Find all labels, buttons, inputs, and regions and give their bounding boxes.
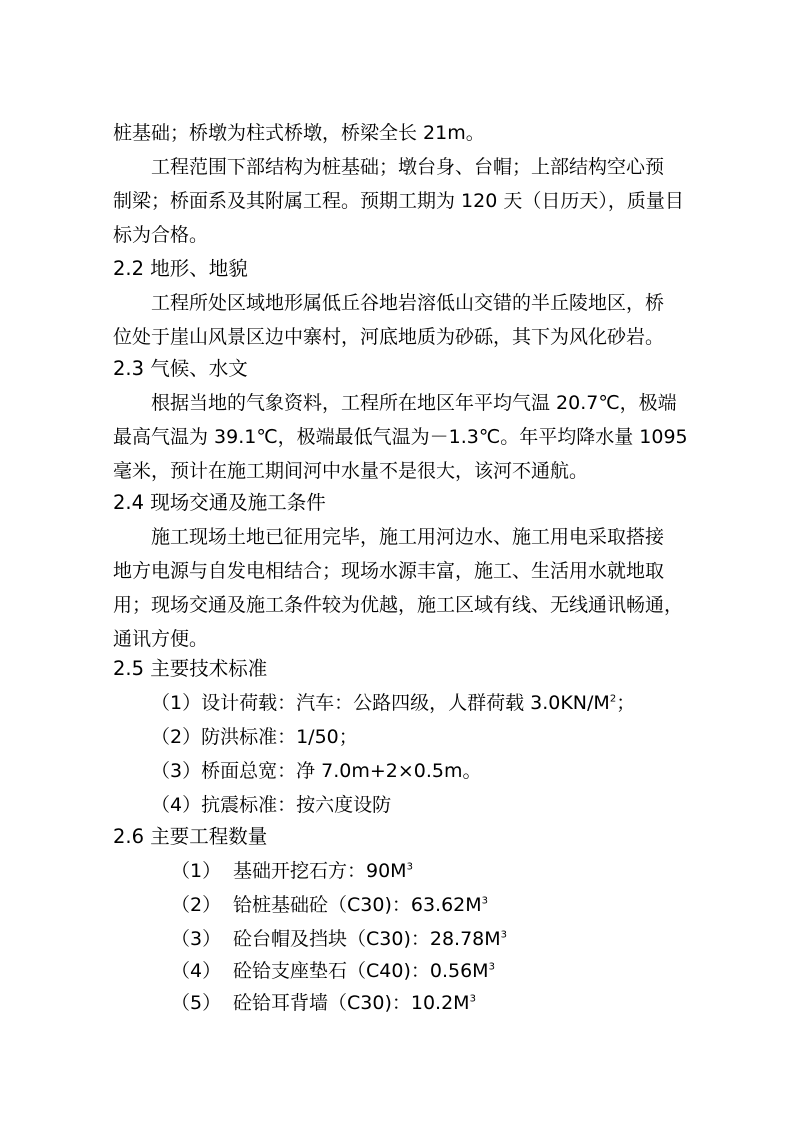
paragraph-line: 毫米，预计在施工期间河中水量不是很大，该河不通航。 bbox=[113, 460, 589, 482]
paragraph-line: 地方电源与自发电相结合；现场水源丰富，施工、生活用水就地取 bbox=[113, 560, 665, 582]
quantity-text bbox=[233, 959, 495, 983]
paragraph-line: 位处于崖山风景区边中寨村，河底地质为砂砾，其下为风化砂岩。 bbox=[113, 326, 665, 348]
quantity-number: （3） bbox=[171, 928, 222, 950]
paragraph-line: 通讯方便。 bbox=[113, 628, 209, 650]
superscript: 3 bbox=[488, 961, 495, 973]
quantity-number: （5） bbox=[171, 992, 222, 1014]
quantity-value: 砼铪支座垫石（C40)：0.56M bbox=[233, 960, 489, 982]
quantity-text bbox=[233, 991, 476, 1015]
quantity-value: 基础开挖石方：90M bbox=[233, 860, 407, 882]
section-heading-2-2: 2.2 地形、地貌 bbox=[113, 257, 248, 280]
standard-item-text: （1）设计荷载：汽车：公路四级，人群荷载 3.0KN/M bbox=[151, 692, 610, 714]
quantity-text bbox=[233, 859, 413, 883]
standard-item bbox=[151, 691, 635, 715]
scope-line: 工程范围下部结构为桩基础；墩台身、台帽；上部结构空心预 bbox=[151, 156, 665, 178]
paragraph-line: 根据当地的气象资料，工程所在地区年平均气温 20.7℃，极端 bbox=[151, 392, 677, 414]
standard-item: （4）抗震标准：按六度设防 bbox=[151, 794, 392, 816]
quantity-value: 砼台帽及挡块（C30)：28.78M bbox=[233, 928, 501, 950]
quantity-value: 砼铪耳背墙（C30)：10.2M bbox=[233, 992, 470, 1014]
standard-item: （2）防洪标准：1/50； bbox=[151, 726, 358, 748]
quantity-number: （2） bbox=[171, 894, 222, 916]
paragraph-line: 施工现场土地已征用完毕，施工用河边水、施工用电采取搭接 bbox=[151, 526, 665, 548]
section-heading-2-4: 2.4 现场交通及施工条件 bbox=[113, 491, 326, 514]
scope-line: 标为合格。 bbox=[113, 224, 209, 246]
standard-item-end: ； bbox=[616, 692, 636, 714]
quantity-number: （4） bbox=[171, 960, 222, 982]
quantity-number: （1） bbox=[171, 860, 222, 882]
quantity-text bbox=[233, 893, 488, 917]
scope-line: 制梁；桥面系及其附属工程。预期工期为 120 天（日历天），质量目 bbox=[113, 190, 684, 212]
quantity-value: 铪桩基础砼（C30)：63.62M bbox=[233, 894, 482, 916]
quantity-text bbox=[233, 927, 507, 951]
superscript: 2 bbox=[609, 693, 617, 705]
superscript: 3 bbox=[406, 861, 413, 873]
section-heading-2-5: 2.5 主要技术标准 bbox=[113, 657, 268, 680]
section-heading-2-3: 2.3 气候、水文 bbox=[113, 357, 248, 380]
superscript: 3 bbox=[469, 993, 476, 1005]
standard-item: （3）桥面总宽：净 7.0m+2×0.5m。 bbox=[151, 760, 482, 782]
section-heading-2-6: 2.6 主要工程数量 bbox=[113, 825, 268, 848]
paragraph-line: 最高气温为 39.1℃，极端最低气温为－1.3℃。年平均降水量 1095 bbox=[113, 426, 688, 448]
intro-line: 桩基础；桥墩为柱式桥墩，桥梁全长 21m。 bbox=[113, 122, 485, 144]
paragraph-line: 用；现场交通及施工条件较为优越，施工区域有线、无线通讯畅通， bbox=[113, 594, 684, 616]
superscript: 3 bbox=[481, 895, 489, 907]
superscript: 3 bbox=[500, 929, 508, 941]
paragraph-line: 工程所处区域地形属低丘谷地岩溶低山交错的半丘陵地区，桥 bbox=[151, 292, 665, 314]
